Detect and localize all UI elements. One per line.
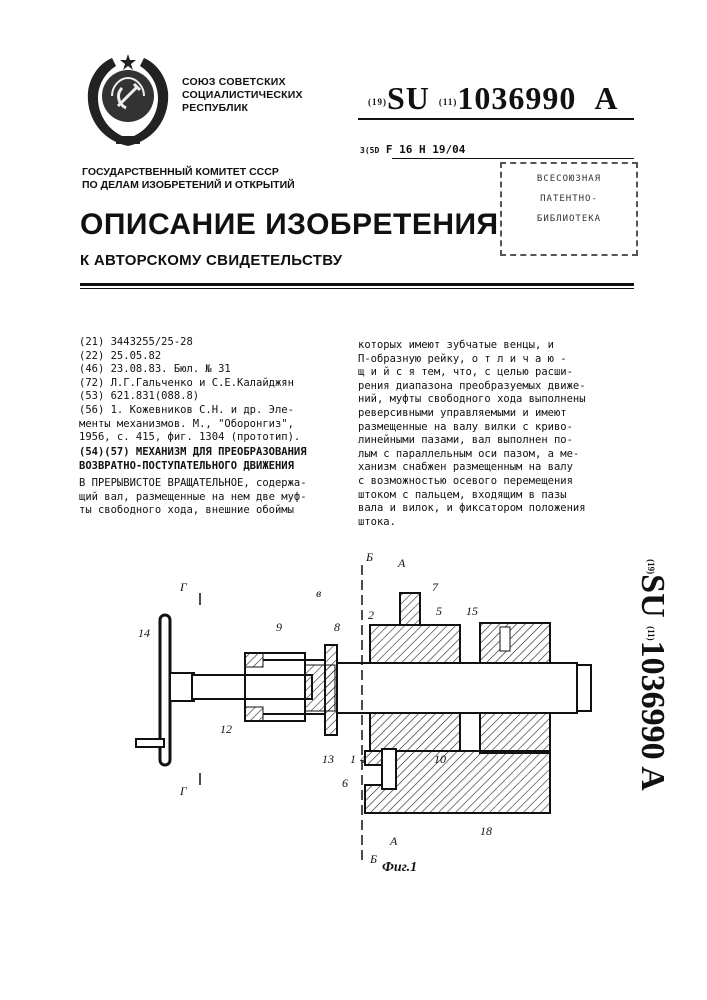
callout-12: 12 — [220, 722, 232, 736]
callout-14: 14 — [138, 626, 150, 640]
biblio-line: (53) 621.831(088.8) — [79, 390, 200, 403]
callout-6: 6 — [342, 776, 348, 790]
view-label-v: в — [316, 586, 322, 600]
ipc-code-label: 3(5D — [360, 146, 380, 155]
shaft-block — [305, 665, 335, 711]
main-shaft — [337, 663, 577, 713]
title-rule-bottom — [80, 288, 634, 289]
callout-9: 9 — [276, 620, 282, 634]
callout-5: 5 — [436, 604, 442, 618]
country-code-label: (19) — [368, 97, 387, 107]
title-rule-top — [80, 283, 634, 286]
section-label-g: Г — [180, 580, 187, 594]
patent-number: 1036990 — [457, 80, 577, 116]
callout-10: 10 — [434, 752, 446, 766]
abstract-left-column: В ПРЕРЫВИСТОЕ ВРАЩАТЕЛЬНОЕ, содержа- щий вал, размещенные на нем две муф- ты свободного хода, внешние обоймы — [79, 477, 307, 517]
biblio-line: (56) 1. Кожевников С.Н. и др. Эле- — [79, 403, 294, 416]
figure-caption: Фиг.1 — [382, 860, 418, 875]
mechanism-drawing — [120, 545, 600, 885]
biblio-line: (21) 3443255/25-28 — [79, 336, 193, 348]
side-patent-number: (19)SU (11)1036990 A — [634, 559, 671, 791]
callout-15: 15 — [466, 604, 478, 618]
ipc-classification — [360, 143, 465, 156]
bibliographic-data — [79, 336, 349, 445]
callout-7: 7 — [432, 580, 438, 594]
shaft-end — [577, 665, 591, 711]
biblio-line: 1956, с. 415, фиг. 1304 (прототип). — [79, 431, 301, 444]
biblio-line: (72) Л.Г.Гальченко и С.Е.Калайджян — [79, 376, 294, 389]
section-label-b: Б — [366, 550, 374, 564]
callout-8: 8 — [334, 620, 340, 634]
ipc-code: F 16 H 19/04 — [385, 143, 466, 156]
biblio-line: (46) 23.08.83. Бюл. № 31 — [79, 363, 231, 376]
callout-2: 2 — [368, 608, 374, 622]
callout-1: 1 — [350, 752, 356, 766]
document-title: ОПИСАНИЕ ИЗОБРЕТЕНИЯ — [80, 208, 499, 241]
section-label-a: А — [398, 556, 406, 570]
callout-4: 4 — [360, 752, 366, 766]
abstract-heading: (54)(57) МЕХАНИЗМ ДЛЯ ПРЕОБРАЗОВАНИЯ ВОЗВРАТНО-ПОСТУПАТЕЛЬНОГО ДВИЖЕНИЯ — [79, 446, 307, 472]
document-subtitle: К АВТОРСКОМУ СВИДЕТЕЛЬСТВУ — [80, 252, 343, 269]
section-label-b: Б — [370, 852, 378, 866]
ussr-emblem — [82, 52, 174, 150]
shaft-rod — [192, 675, 312, 699]
country-code: SU — [387, 80, 430, 116]
callout-18: 18 — [480, 824, 492, 838]
biblio-line: (22) 25.05.82 — [79, 349, 162, 362]
number-code-label: (11) — [438, 97, 458, 107]
header-rule — [358, 118, 634, 120]
callout-13: 13 — [322, 752, 334, 766]
frame-base — [365, 749, 550, 813]
library-stamp: ВСЕСОЮЗНАЯ ПАТЕНТНО- БИБЛИОТЕКА — [500, 162, 638, 256]
section-label-a: А — [390, 834, 398, 848]
ipc-rule — [392, 158, 634, 159]
biblio-line: менты механизмов. М., "Оборонгиз", — [79, 417, 294, 430]
kind-code: A — [594, 80, 619, 116]
abstract-right-column: которых имеют зубчатые венцы, и П-образную рейку, о т л и ч а ю - щ и й с я тем, что, с целью расши- рения диапазона преобразуемых движе- ний, муфты свободного хода выполнены реверсивными управляемыми и имеют размещенные на валу вилки с криво- линейными пазами, вал выполнен по- лым с параллельным оси пазом, а ме- ханизм снабжен размещенным на валу с возможностью осевого перемещения штоком с пальцем, входящим в пазы вала и вилок, и фиксатором положения штока. — [358, 339, 586, 528]
patent-number-block — [368, 80, 619, 117]
country-name: СОЮЗ СОВЕТСКИХ СОЦИАЛИСТИЧЕСКИХ РЕСПУБЛИК — [182, 76, 303, 114]
committee-name: ГОСУДАРСТВЕННЫЙ КОМИТЕТ СССР ПО ДЕЛАМ ИЗОБРЕТЕНИЙ И ОТКРЫТИЙ — [82, 166, 295, 191]
section-label-g: Г — [180, 784, 187, 798]
